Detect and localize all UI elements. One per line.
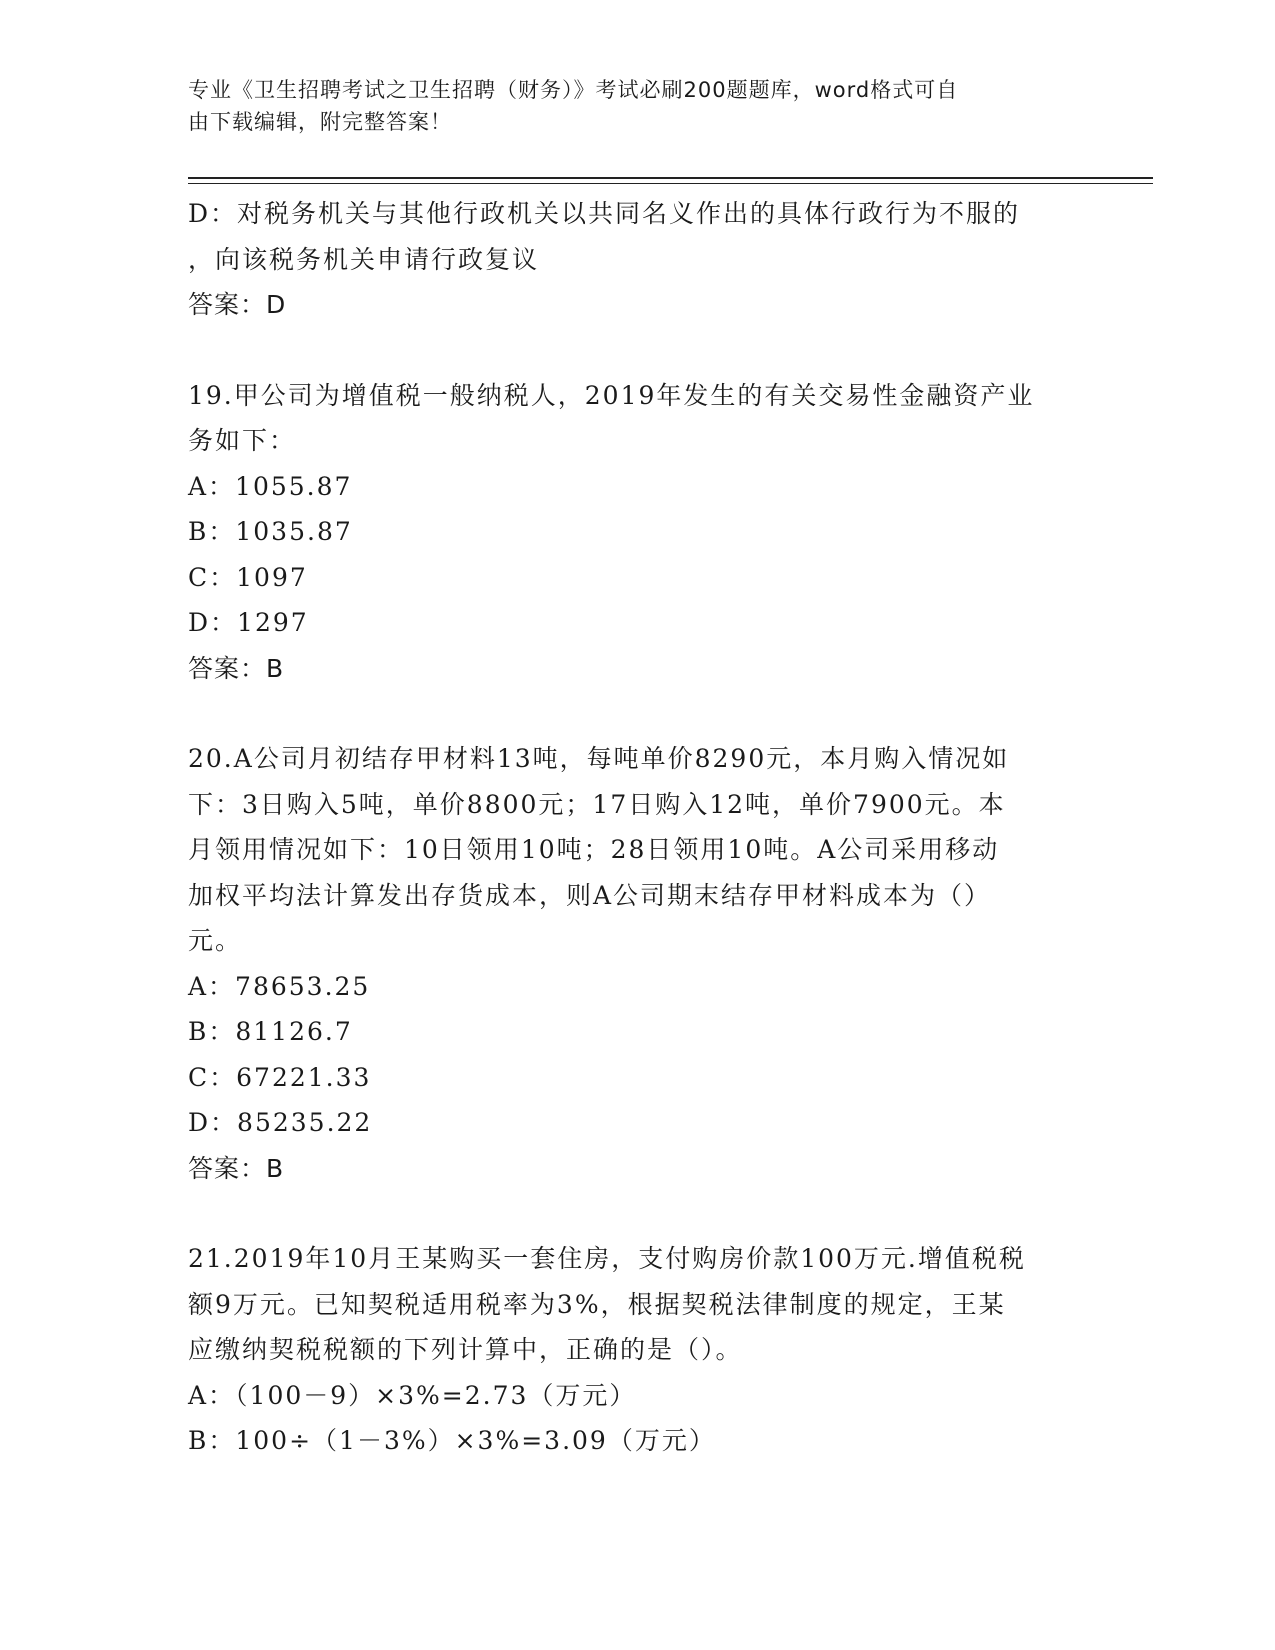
option-b: B：81126.7 (188, 1017, 353, 1046)
question-stem-line: 额9万元。已知契税适用税率为3%，根据契税法律制度的规定，王某 (188, 1289, 1006, 1319)
header-line-1: 专业《卫生招聘考试之卫生招聘（财务）》考试必刷200题题库，word格式可自 (188, 78, 959, 102)
answer: 答案：B (188, 1153, 285, 1183)
prev-option-d-line-1: D：对税务机关与其他行政机关以共同名义作出的具体行政行为不服的 (188, 199, 1021, 228)
question-stem-line: 19.甲公司为增值税一般纳税人，2019年发生的有关交易性金融资产业 (188, 380, 1035, 410)
question-stem-line: 元。 (188, 926, 243, 955)
prev-option-d-line-2: ，向该税务机关申请行政复议 (188, 244, 540, 274)
prev-answer: 答案：D (188, 290, 287, 319)
question-19 (188, 373, 1088, 692)
header-line-2: 由下载编辑，附完整答案！ (188, 110, 452, 134)
option-d: D：85235.22 (188, 1108, 373, 1137)
header-rule-thick (188, 177, 1153, 179)
header-rule-thin (188, 183, 1153, 184)
question-stem-line: 月领用情况如下：10日领用10吨；28日领用10吨。A公司采用移动 (188, 835, 1000, 864)
option-b: B：100÷（1－3%）×3%=3.09（万元） (188, 1426, 716, 1455)
question-stem-line: 务如下： (188, 426, 297, 455)
document-header (188, 74, 1068, 138)
question-stem-line: 加权平均法计算发出存货成本，则A公司期末结存甲材料成本为（） (188, 880, 992, 910)
question-20 (188, 736, 1088, 1191)
option-a: A：78653.25 (188, 971, 371, 1001)
document-body (188, 191, 1088, 1464)
option-c: C：67221.33 (188, 1062, 372, 1092)
question-stem-line: 21.2019年10月王某购买一套住房，支付购房价款100万元.增值税税 (188, 1244, 1026, 1273)
question-stem-line: 应缴纳契税税额的下列计算中，正确的是（）。 (188, 1335, 743, 1364)
option-d: D：1297 (188, 608, 309, 637)
option-a: A：1055.87 (188, 471, 353, 501)
question-21 (188, 1236, 1088, 1464)
question-stem-line: 下：3日购入5吨，单价8800元；17日购入12吨，单价7900元。本 (188, 789, 1006, 819)
question-stem-line: 20.A公司月初结存甲材料13吨，每吨单价8290元，本月购入情况如 (188, 744, 1010, 773)
option-c: C：1097 (188, 562, 308, 592)
option-a: A：（100－9）×3%=2.73（万元） (188, 1380, 637, 1410)
option-b: B：1035.87 (188, 517, 353, 546)
answer: 答案：B (188, 653, 285, 683)
